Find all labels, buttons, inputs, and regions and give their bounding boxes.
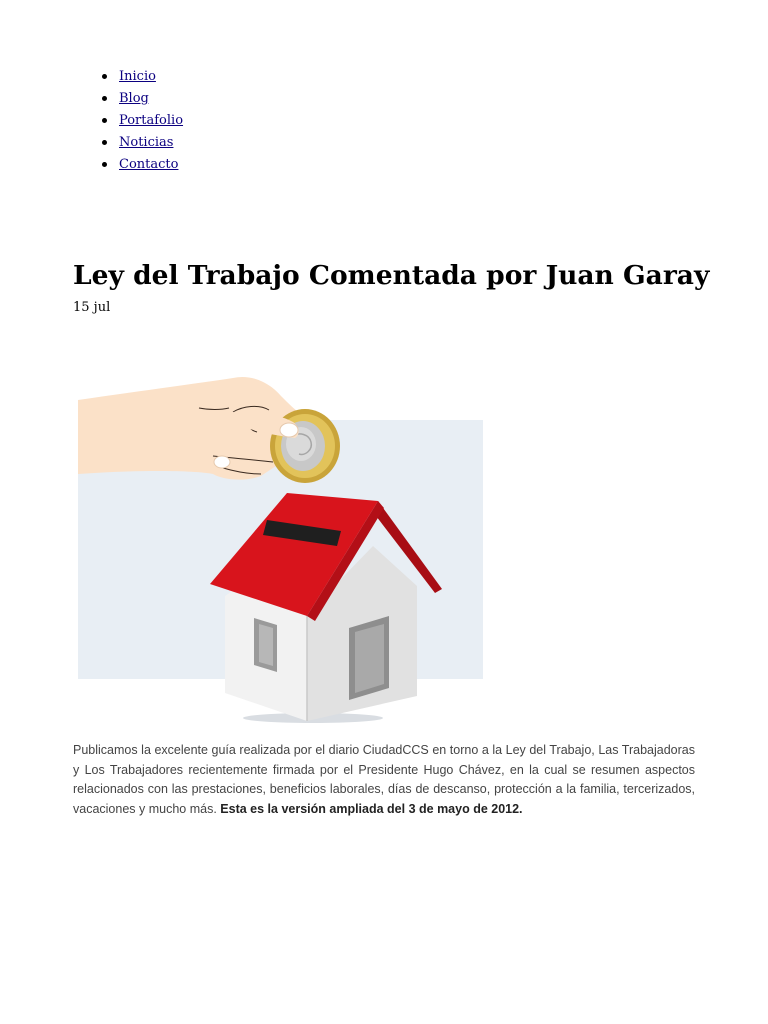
nav-link-blog[interactable]: Blog	[119, 91, 149, 106]
nav-item-inicio	[119, 66, 183, 88]
post-date: 15 jul	[73, 300, 111, 315]
nav-link-inicio[interactable]: Inicio	[119, 69, 156, 84]
nav-item-noticias	[119, 132, 183, 154]
hand-coin-house-savings-illustration	[73, 366, 493, 730]
nav-link-noticias[interactable]: Noticias	[119, 135, 174, 150]
nav-link-contacto[interactable]: Contacto	[119, 157, 179, 172]
main-navigation	[73, 66, 183, 176]
post-body-text: Publicamos la excelente guía realizada por el diario CiudadCCS en torno a la Ley del Trabajo, Las Trabajadoras y Los Trabajadores recientemente firmada por el Presidente Hugo Chávez, en la cual se resumen aspectos relacionados con las prestaciones, beneficios laborales, días de descanso, protección a la familia, tercerizados, vacaciones y mucho más.	[73, 743, 695, 816]
post-body	[73, 741, 695, 819]
nav-item-contacto	[119, 154, 183, 176]
post-body-bold: Esta es la versión ampliada del 3 de mayo de 2012.	[220, 801, 523, 816]
nav-item-blog	[119, 88, 183, 110]
post-title: Ley del Trabajo Comentada por Juan Garay	[73, 260, 710, 291]
nav-link-portafolio[interactable]: Portafolio	[119, 113, 184, 128]
nav-item-portafolio	[119, 110, 183, 132]
